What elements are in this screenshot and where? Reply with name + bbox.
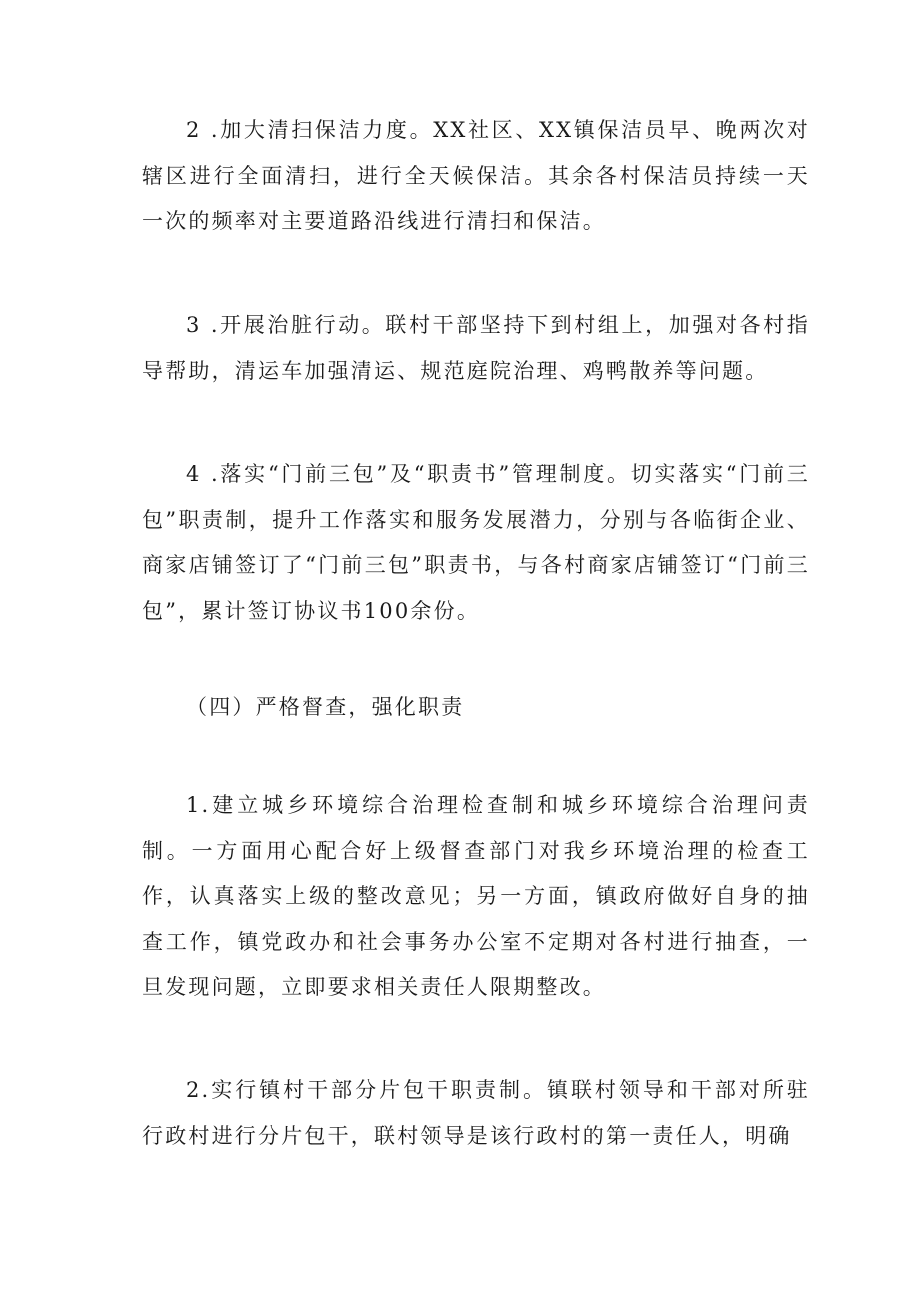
paragraph-cadre-responsibility: 2.实行镇村干部分片包干职责制。镇联村领导和干部对所驻行政村进行分片包干，联村领导是该行政村的第一责任人，明确: [142, 1078, 810, 1148]
section-heading-supervision: （四）严格督查，强化职责: [186, 695, 465, 719]
paragraph-dirt-governance: 3 .开展治脏行动。联村干部坚持下到村组上，加强对各村指导帮助，清运车加强清运、规范庭院治理、鸡鸭散养等问题。: [142, 313, 810, 383]
paragraph-cleaning-intensity: 2 .加大清扫保洁力度。XX社区、XX镇保洁员早、晚两次对辖区进行全面清扫，进行全天候保洁。其余各村保洁员持续一天一次的频率对主要道路沿线进行清扫和保洁。: [142, 118, 810, 233]
paragraph-three-guarantees: 4 .落实“门前三包”及“职责书”管理制度。切实落实“门前三包”职责制，提升工作落实和服务发展潜力，分别与各临街企业、商家店铺签订了“门前三包”职责书，与各村商家店铺签订“门前三包”，累计签订协议书100余份。: [142, 462, 810, 623]
paragraph-inspection-system: 1.建立城乡环境综合治理检查制和城乡环境综合治理问责制。一方面用心配合好上级督查部门对我乡环境治理的检查工作，认真落实上级的整改意见；另一方面，镇政府做好自身的抽查工作，镇党政办和社会事务办公室不定期对各村进行抽查，一旦发现问题，立即要求相关责任人限期整改。: [142, 793, 810, 999]
